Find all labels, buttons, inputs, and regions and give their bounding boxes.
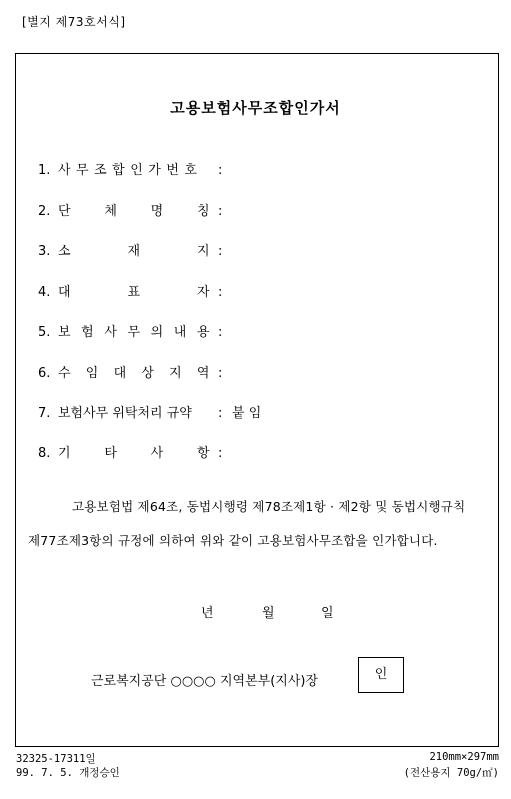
item-colon: : [218, 244, 223, 259]
item-label-char: 의 [150, 325, 164, 340]
date-month: 월 [262, 606, 275, 621]
item-label: 보험사무 위탁처리 규약 [58, 406, 192, 421]
item-label [58, 240, 210, 259]
issuer-name: 근로복지공단 ○○○○ 지역본부(지사)장 [91, 674, 319, 689]
footer-form-code: 32325-17311일 [16, 753, 96, 765]
item-colon: : [218, 366, 223, 381]
item-representative [38, 281, 228, 300]
date-year: 년 [201, 606, 214, 621]
item-label-char: 기 [58, 446, 72, 461]
item-service-region [38, 362, 228, 381]
item-number: 7. [38, 406, 51, 421]
footer-paper-size: 210mm×297mm [429, 751, 499, 763]
item-label-char: 항 [196, 446, 210, 461]
item-label-char: 표 [127, 285, 141, 300]
item-number: 3. [38, 244, 51, 259]
item-other-matters [38, 442, 228, 461]
item-label-char: 보 [58, 325, 72, 340]
item-label-char: 사 [104, 325, 118, 340]
footer-revision-approval: 99. 7. 5. 개정승인 [16, 767, 120, 779]
item-label-char: 지 [196, 244, 210, 259]
item-label-char: 단 [58, 204, 72, 219]
item-number: 6. [38, 366, 51, 381]
item-label-char: 수 [58, 366, 72, 381]
item-label [58, 362, 210, 381]
item-insurance-work-content [38, 321, 228, 340]
item-label [58, 200, 210, 219]
item-number: 4. [38, 285, 51, 300]
item-colon: : [218, 204, 223, 219]
item-label-char: 타 [104, 446, 118, 461]
item-colon: : [218, 285, 223, 300]
item-value: 붙 임 [232, 406, 262, 421]
item-number: 2. [38, 204, 51, 219]
seal-box: 인 [358, 657, 404, 693]
item-label-char: 명 [150, 204, 164, 219]
item-label-char: 소 [58, 244, 72, 259]
item-location [38, 240, 228, 259]
document-title: 고용보험사무조합인가서 [170, 99, 341, 117]
body-text-line-1: 고용보험법 제64조, 동법시행령 제78조제1항 · 제2항 및 동법시행규칙 [72, 499, 466, 514]
date-day: 일 [321, 606, 334, 621]
item-label-char: 험 [81, 325, 95, 340]
item-number: 1. [38, 163, 51, 178]
item-label-char: 임 [85, 366, 99, 381]
item-label: 사무조합인가번호 [58, 163, 203, 178]
item-label-char: 재 [127, 244, 141, 259]
item-label-char: 내 [173, 325, 187, 340]
item-organization-name [38, 200, 228, 219]
item-label-char: 자 [196, 285, 210, 300]
document-frame [15, 53, 499, 747]
item-label-char: 체 [104, 204, 118, 219]
item-label-char: 대 [58, 285, 72, 300]
item-label [58, 321, 210, 340]
form-number-label: [별지 제73호서식] [22, 15, 126, 29]
item-label [58, 281, 210, 300]
item-colon: : [218, 163, 223, 178]
item-label-char: 지 [169, 366, 183, 381]
item-label-char: 용 [196, 325, 210, 340]
footer-paper-type: (전산용지 70g/㎡) [403, 767, 499, 779]
item-consignment-rules [38, 402, 261, 421]
item-colon: : [218, 446, 223, 461]
item-label-char: 상 [141, 366, 155, 381]
item-license-number [38, 159, 228, 178]
item-label-char: 역 [196, 366, 210, 381]
item-number: 8. [38, 446, 51, 461]
item-label-char: 사 [150, 446, 164, 461]
item-colon: : [218, 325, 223, 340]
body-text-line-2: 제77조제3항의 규정에 의하여 위와 같이 고용보험사무조합을 인가합니다. [28, 533, 438, 548]
item-colon: : [218, 406, 223, 421]
item-label [58, 442, 210, 461]
item-label-char: 칭 [196, 204, 210, 219]
item-label-char: 대 [113, 366, 127, 381]
item-label-char: 무 [127, 325, 141, 340]
item-number: 5. [38, 325, 51, 340]
